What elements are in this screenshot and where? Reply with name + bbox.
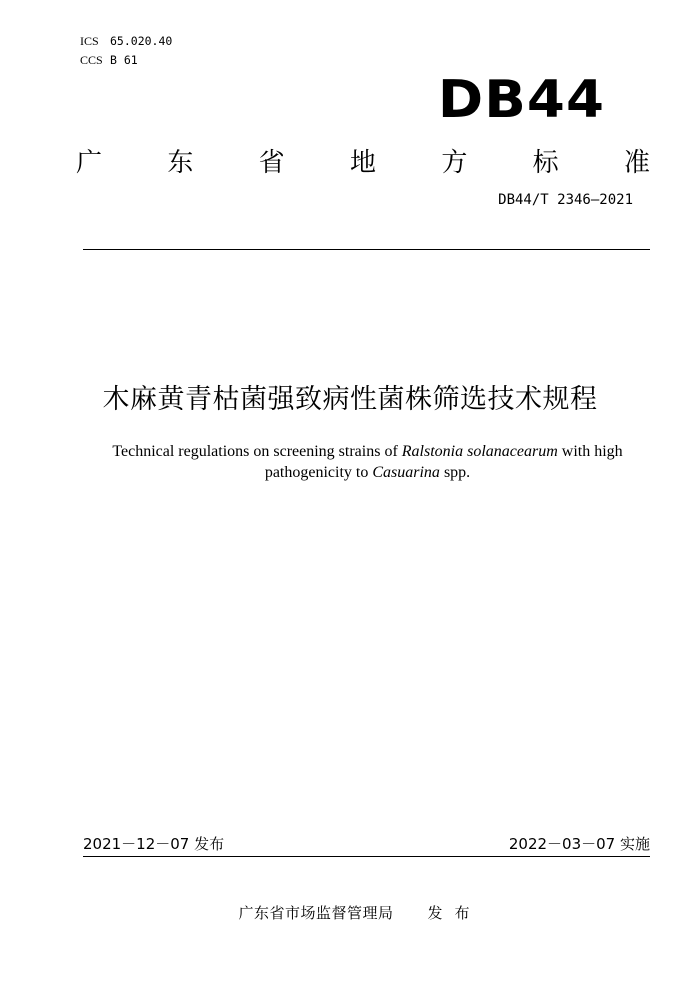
authority-char: 东 (167, 148, 194, 178)
ics-value: 65.020.40 (110, 34, 173, 48)
publisher-action: 发布 (427, 904, 482, 922)
db44-mark: DB44 (437, 70, 605, 130)
title-english-part: with high pathogenicity to (264, 443, 623, 481)
publisher (0, 902, 700, 924)
ics-label: ICS (80, 34, 99, 48)
publisher-name: 广东省市场监督管理局 (238, 904, 394, 922)
ics-code (80, 34, 172, 48)
authority-char: 标 (532, 148, 559, 178)
authority-char: 方 (441, 148, 468, 178)
title-english-part: Technical regulations on screening strains of (112, 443, 402, 460)
title-english (90, 441, 645, 483)
ccs-code (80, 53, 138, 67)
footer-divider (83, 856, 650, 857)
ccs-label: CCS (80, 53, 103, 67)
authority-char: 准 (623, 148, 650, 178)
authority-char: 地 (349, 148, 376, 178)
authority-char: 广 (76, 148, 103, 178)
ccs-value: B 61 (110, 53, 138, 67)
title-english-species: Ralstonia solanacearum (401, 443, 558, 460)
title-english-genus: Casuarina (372, 464, 440, 481)
standard-number: DB44/T 2346—2021 (498, 192, 633, 208)
authority-char: 省 (258, 148, 285, 178)
issue-date: 2021－12－07 发布 (83, 835, 225, 853)
title-chinese: 木麻黄青枯菌强致病性菌株筛选技术规程 (102, 384, 598, 415)
title-english-part: spp. (439, 464, 471, 481)
implementation-date: 2022－03－07 实施 (508, 835, 650, 853)
authority-title (76, 143, 650, 183)
header-divider (83, 249, 650, 250)
